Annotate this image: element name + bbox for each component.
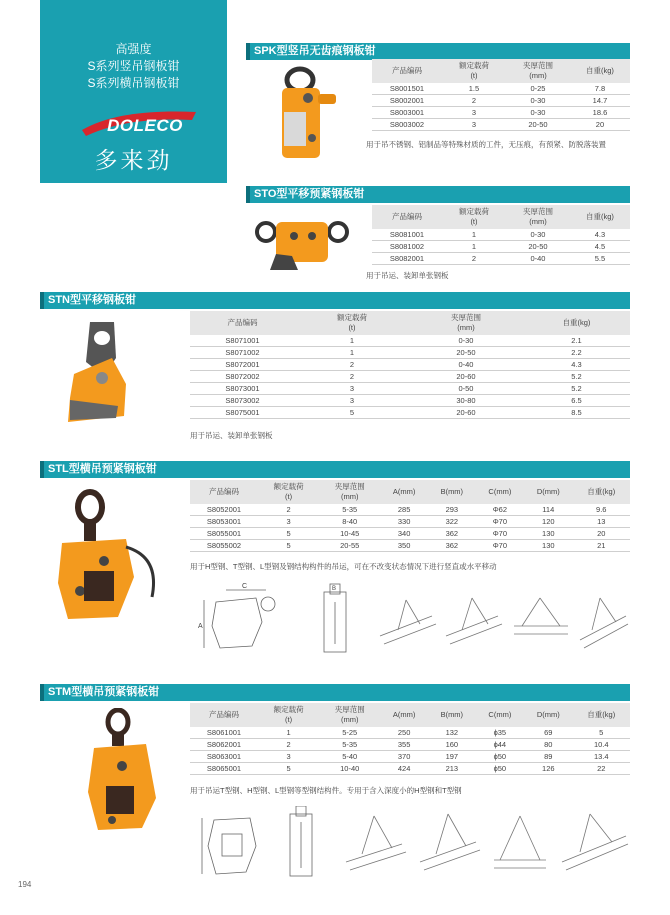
table-row: S8061001 1 5-25 250 132 ɸ35 69 5 [190, 727, 630, 739]
table-row: S8071001 1 0-30 2.1 [190, 335, 630, 347]
table-row: S8052001 2 5-35 285 293 Φ62 114 9.6 [190, 504, 630, 516]
col-header: 额定载荷 (t) [258, 480, 319, 504]
table-row: S8071002 1 20-50 2.2 [190, 347, 630, 359]
page-number: 194 [18, 880, 32, 889]
table-row: S8002001 2 0-30 14.7 [372, 95, 630, 107]
table-row: S8055001 5 10-45 340 362 Φ70 130 20 [190, 528, 630, 540]
col-header: A(mm) [380, 703, 428, 727]
section-title-sto: STO型平移预紧钢板钳 [246, 186, 630, 203]
col-header: 自重(kg) [573, 480, 631, 504]
stl-note: 用于H型钢、T型钢、L型钢及钢结构构件的吊运，可在不改变状态情况下进行竖直或水平移动 [190, 562, 497, 571]
brand-name-cn: 多来劲 [94, 147, 173, 173]
col-header: 夹厚范围 (mm) [319, 703, 380, 727]
col-header: 夹厚范围 (mm) [409, 311, 523, 335]
stm-note: 用于吊运T型钢、H型钢、L型钢等型钢结构件。专用于含入深度小的H型钢和T型钢 [190, 786, 462, 795]
col-header: 产品编码 [372, 205, 442, 229]
section-title-stn: STN型平移钢板钳 [40, 292, 630, 309]
col-header: 产品编码 [190, 703, 258, 727]
spk-note: 用于吊不锈钢、铝制品等特殊材质的工件，无压痕，有预紧、防脱落装置 [366, 140, 606, 149]
col-header: 额定载荷 (t) [295, 311, 409, 335]
table-row: S8073002 3 30-80 6.5 [190, 395, 630, 407]
table-row: S8082001 2 0-40 5.5 [372, 253, 630, 265]
stl-front-drawing [310, 582, 362, 658]
dimension-label-c: C [242, 583, 248, 590]
col-header: 额定载荷 (t) [442, 59, 506, 83]
spk-clamp-photo [262, 66, 342, 170]
col-header: D(mm) [524, 480, 572, 504]
stm-side-drawing [196, 806, 276, 882]
col-header: 自重(kg) [573, 703, 631, 727]
table-row: S8075001 5 20-60 8.5 [190, 407, 630, 419]
table-row: S8003001 3 0-30 18.6 [372, 107, 630, 119]
brand-panel [40, 0, 227, 183]
col-header: 夹厚范围 (mm) [506, 205, 570, 229]
sto-spec-table [372, 205, 630, 265]
col-header: 自重(kg) [570, 59, 630, 83]
hero-line-2: S系列竖吊钢板钳 [87, 59, 180, 73]
stn-clamp-photo [60, 318, 140, 428]
col-header: 产品编码 [190, 480, 258, 504]
col-header: 产品编码 [190, 311, 295, 335]
dimension-label-b: B [332, 586, 337, 592]
table-row: S8063001 3 5-40 370 197 ɸ50 89 13.4 [190, 751, 630, 763]
stm-usage-diagrams [340, 812, 630, 878]
col-header: B(mm) [428, 703, 476, 727]
stm-front-drawing [280, 806, 324, 882]
table-row: S8055002 5 20-55 350 362 Φ70 130 21 [190, 540, 630, 552]
table-row: S8081001 1 0-30 4.3 [372, 229, 630, 241]
sto-clamp-photo [252, 212, 352, 278]
col-header: D(mm) [524, 703, 572, 727]
section-title-stl: STL型横吊预紧钢板钳 [40, 461, 630, 478]
stm-spec-table [190, 703, 630, 775]
table-row: S8081002 1 20-50 4.5 [372, 241, 630, 253]
table-row: S8073001 3 0-50 5.2 [190, 383, 630, 395]
stm-clamp-photo [76, 708, 172, 836]
table-row: S8003002 3 20-50 20 [372, 119, 630, 131]
col-header: 自重(kg) [570, 205, 630, 229]
brand-logo: DOLECO [107, 116, 183, 135]
col-header: B(mm) [428, 480, 476, 504]
col-header: C(mm) [476, 480, 524, 504]
col-header: 产品编码 [372, 59, 442, 83]
hero-line-3: S系列横吊钢板钳 [87, 76, 180, 90]
table-row: S8065001 5 10-40 424 213 ɸ50 126 22 [190, 763, 630, 775]
col-header: 自重(kg) [523, 311, 630, 335]
col-header: 夹厚范围 (mm) [506, 59, 570, 83]
col-header: C(mm) [476, 703, 524, 727]
stl-clamp-photo [48, 487, 166, 637]
spk-spec-table [372, 59, 630, 131]
section-title-stm: STM型横吊预紧钢板钳 [40, 684, 630, 701]
col-header: 夹厚范围 (mm) [319, 480, 380, 504]
stl-side-drawing [196, 582, 296, 658]
table-row: S8072001 2 0-40 4.3 [190, 359, 630, 371]
sto-note: 用于吊运、装卸单张钢板 [366, 271, 449, 280]
table-row: S8072002 2 20-60 5.2 [190, 371, 630, 383]
dimension-label-a: A [198, 623, 203, 630]
col-header: 额定载荷 (t) [258, 703, 319, 727]
section-title-spk: SPK型竖吊无齿痕钢板钳 [246, 43, 630, 60]
col-header: A(mm) [380, 480, 428, 504]
table-row: S8001501 1.5 0-25 7.8 [372, 83, 630, 95]
table-row: S8062001 2 5-35 355 160 ɸ44 80 10.4 [190, 739, 630, 751]
stl-usage-diagrams [376, 596, 630, 656]
col-header: 额定载荷 (t) [442, 205, 506, 229]
hero-line-1: 高强度 [115, 42, 152, 56]
stn-spec-table [190, 311, 630, 419]
stl-spec-table [190, 480, 630, 552]
table-row: S8053001 3 8-40 330 322 Φ70 120 13 [190, 516, 630, 528]
stn-note: 用于吊运、装卸单张钢板 [190, 431, 273, 440]
